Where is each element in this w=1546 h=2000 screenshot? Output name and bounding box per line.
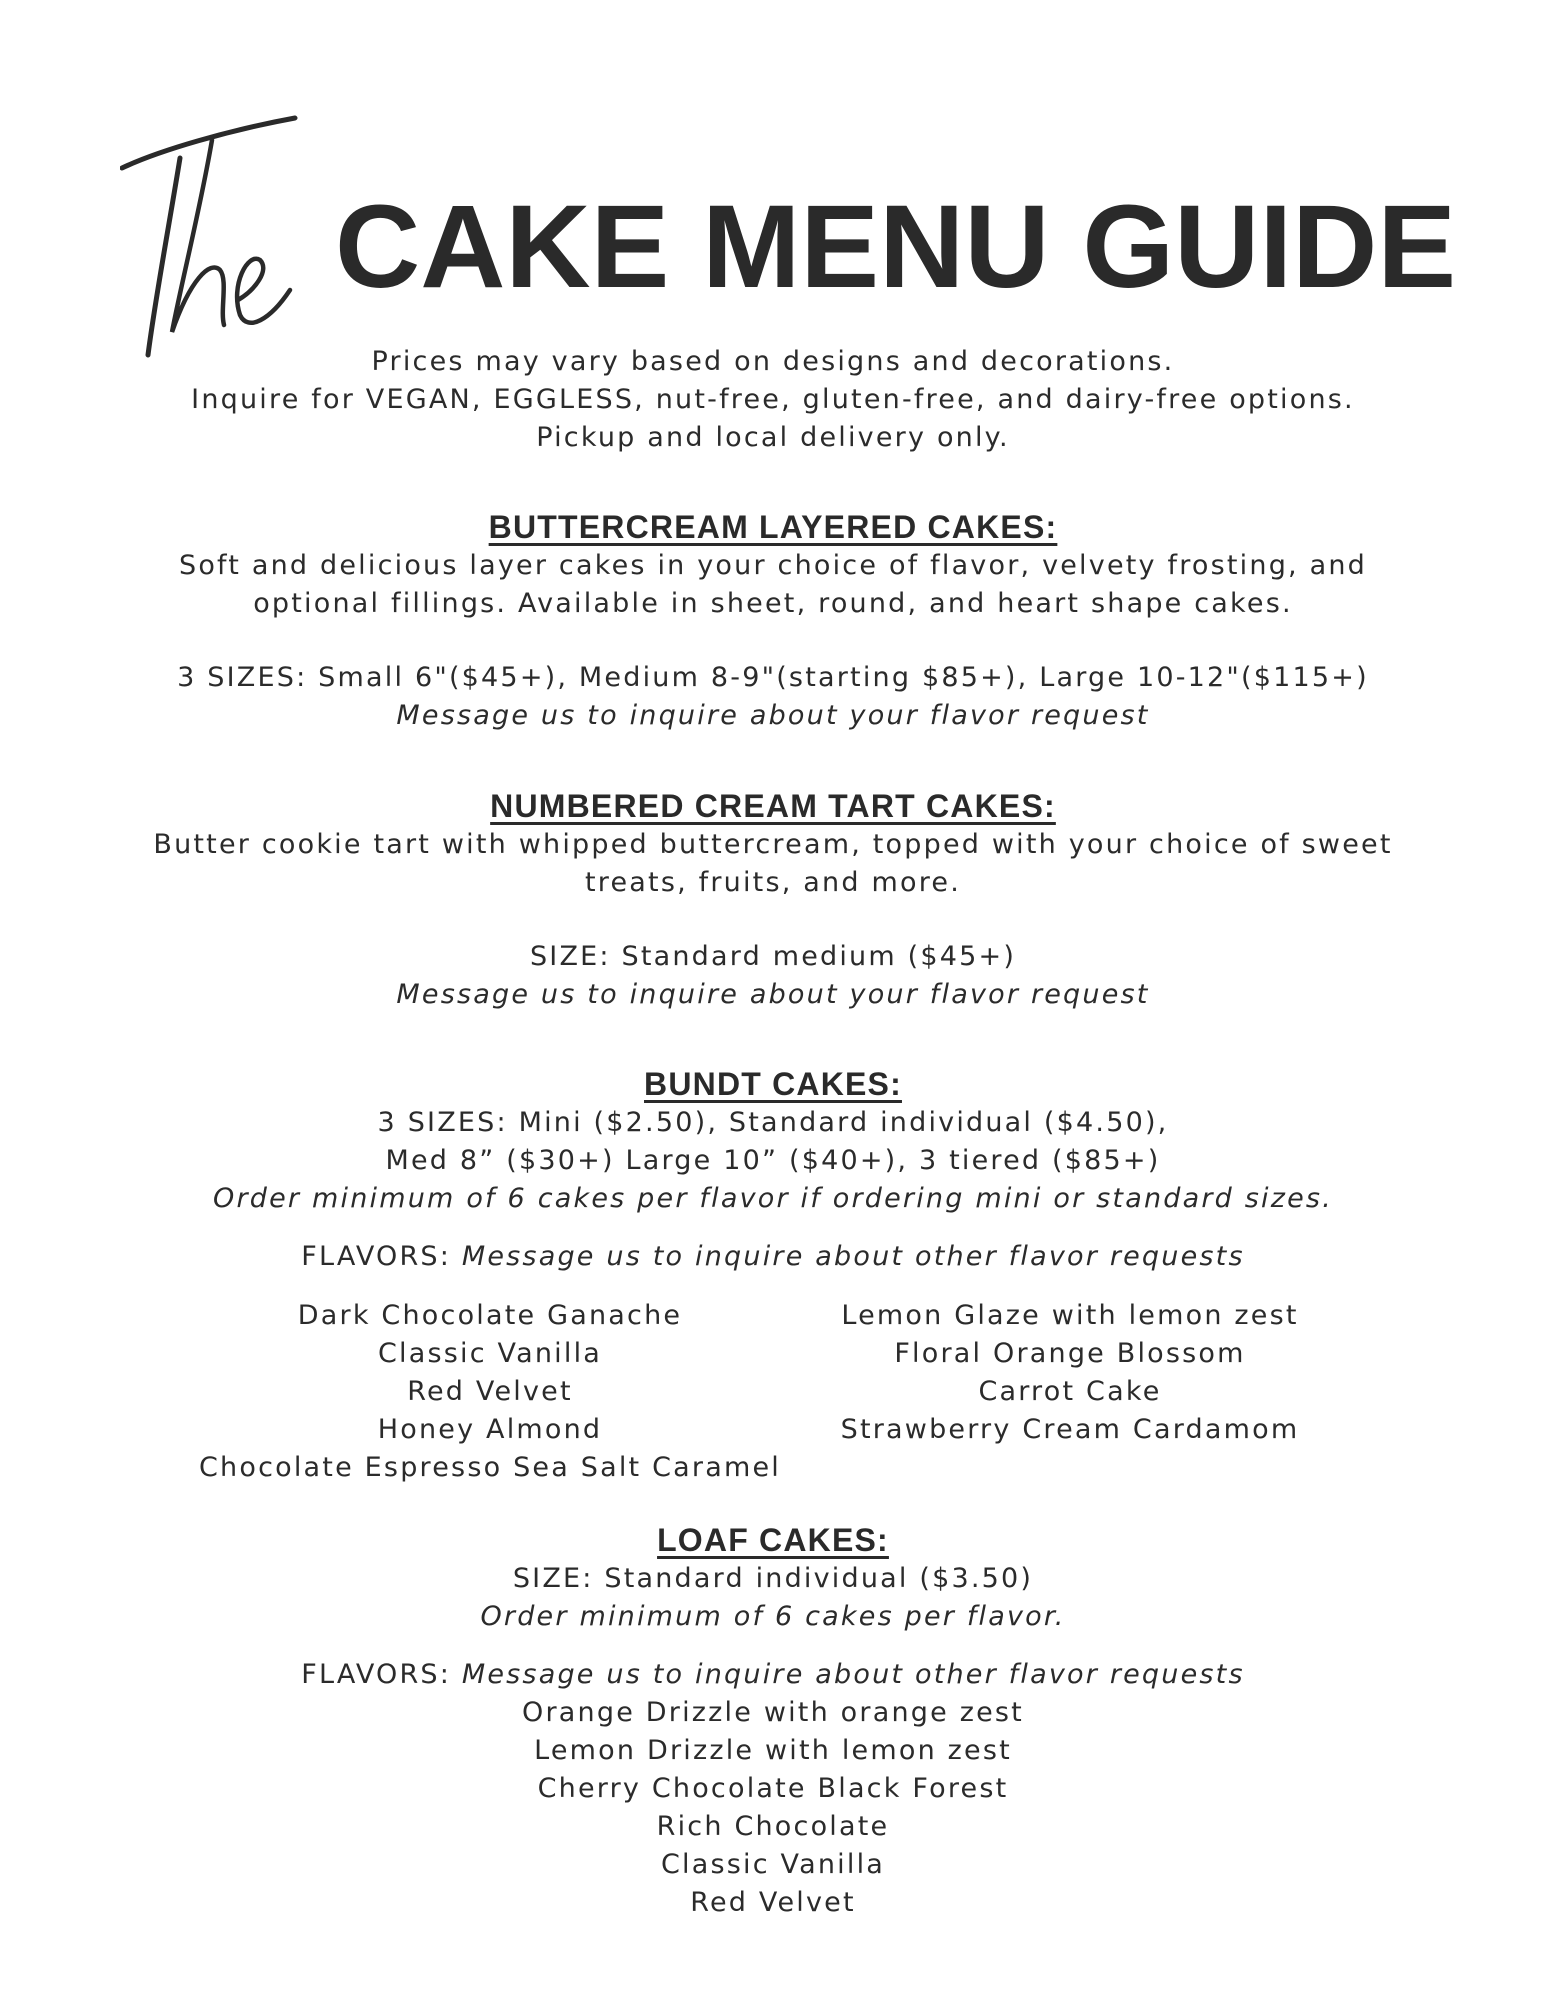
intro-line: Prices may vary based on designs and decorations. bbox=[371, 346, 1175, 377]
flavor-item: Classic Vanilla bbox=[660, 1849, 886, 1880]
section-sizes: 3 SIZES: Mini ($2.50), Standard individual ($4.50), bbox=[377, 1107, 1169, 1138]
flavor-item: Chocolate Espresso Sea Salt Caramel bbox=[199, 1452, 781, 1483]
section-heading: LOAF CAKES: bbox=[657, 1522, 889, 1558]
section-heading: BUTTERCREAM LAYERED CAKES: bbox=[488, 509, 1058, 545]
section-sizes: 3 SIZES: Small 6"($45+), Medium 8-9"(starting $85+), Large 10-12"($115+) bbox=[177, 662, 1369, 693]
intro bbox=[0, 343, 1546, 457]
section-minimum: Order minimum of 6 cakes per flavor if ordering mini or standard sizes. bbox=[213, 1183, 1333, 1214]
numbered-tart-section bbox=[0, 786, 1546, 1014]
buttercream-section bbox=[0, 507, 1546, 735]
flavor-item: Floral Orange Blossom bbox=[894, 1338, 1246, 1369]
section-minimum: Order minimum of 6 cakes per flavor. bbox=[480, 1601, 1066, 1632]
flavor-item: Rich Chocolate bbox=[656, 1811, 890, 1842]
section-heading: NUMBERED CREAM TART CAKES: bbox=[490, 788, 1056, 824]
flavor-item: Red Velvet bbox=[407, 1376, 573, 1407]
flavors-note: Message us to inquire about other flavor requests bbox=[461, 1241, 1245, 1272]
bundt-flavors-left bbox=[190, 1297, 790, 1487]
flavors-header bbox=[0, 1238, 1546, 1276]
flavor-item: Dark Chocolate Ganache bbox=[297, 1300, 683, 1331]
flavor-item: Lemon Drizzle with lemon zest bbox=[534, 1735, 1012, 1766]
flavor-item: Cherry Chocolate Black Forest bbox=[537, 1773, 1009, 1804]
flavor-item: Carrot Cake bbox=[978, 1376, 1162, 1407]
loaf-section bbox=[0, 1520, 1546, 1922]
flavors-label: FLAVORS: bbox=[301, 1659, 452, 1690]
section-sizes: Med 8” ($30+) Large 10” ($40+), 3 tiered ($85+) bbox=[385, 1145, 1161, 1176]
bundt-section bbox=[0, 1064, 1546, 1276]
page-title: CAKE MENU GUIDE bbox=[335, 181, 1457, 313]
flavors-header bbox=[0, 1656, 1546, 1694]
flavors-note: Message us to inquire about other flavor requests bbox=[461, 1659, 1245, 1690]
section-note: Message us to inquire about your flavor request bbox=[396, 700, 1150, 731]
intro-line: Pickup and local delivery only. bbox=[536, 422, 1010, 453]
flavor-item: Classic Vanilla bbox=[377, 1338, 603, 1369]
section-description: Soft and delicious layer cakes in your choice of flavor, velvety frosting, and bbox=[178, 550, 1367, 581]
intro-line: Inquire for VEGAN, EGGLESS, nut-free, gluten-free, and dairy-free options. bbox=[191, 384, 1355, 415]
flavor-item: Honey Almond bbox=[377, 1414, 603, 1445]
section-description: optional fillings. Available in sheet, round, and heart shape cakes. bbox=[253, 588, 1293, 619]
section-size: SIZE: Standard medium ($45+) bbox=[529, 941, 1017, 972]
section-description: Butter cookie tart with whipped buttercream, topped with your choice of sweet bbox=[153, 829, 1393, 860]
flavor-item: Red Velvet bbox=[690, 1887, 856, 1918]
flavor-item: Orange Drizzle with orange zest bbox=[522, 1697, 1024, 1728]
flavor-item: Lemon Glaze with lemon zest bbox=[841, 1300, 1299, 1331]
section-size: SIZE: Standard individual ($3.50) bbox=[512, 1563, 1034, 1594]
bundt-flavors-right bbox=[800, 1297, 1340, 1449]
section-description: treats, fruits, and more. bbox=[584, 867, 961, 898]
script-the-logo bbox=[120, 110, 320, 360]
section-note: Message us to inquire about your flavor request bbox=[396, 979, 1150, 1010]
section-heading: BUNDT CAKES: bbox=[644, 1066, 902, 1102]
flavors-label: FLAVORS: bbox=[301, 1241, 452, 1272]
flavor-item: Strawberry Cream Cardamom bbox=[840, 1414, 1300, 1445]
title-row bbox=[120, 110, 1457, 360]
